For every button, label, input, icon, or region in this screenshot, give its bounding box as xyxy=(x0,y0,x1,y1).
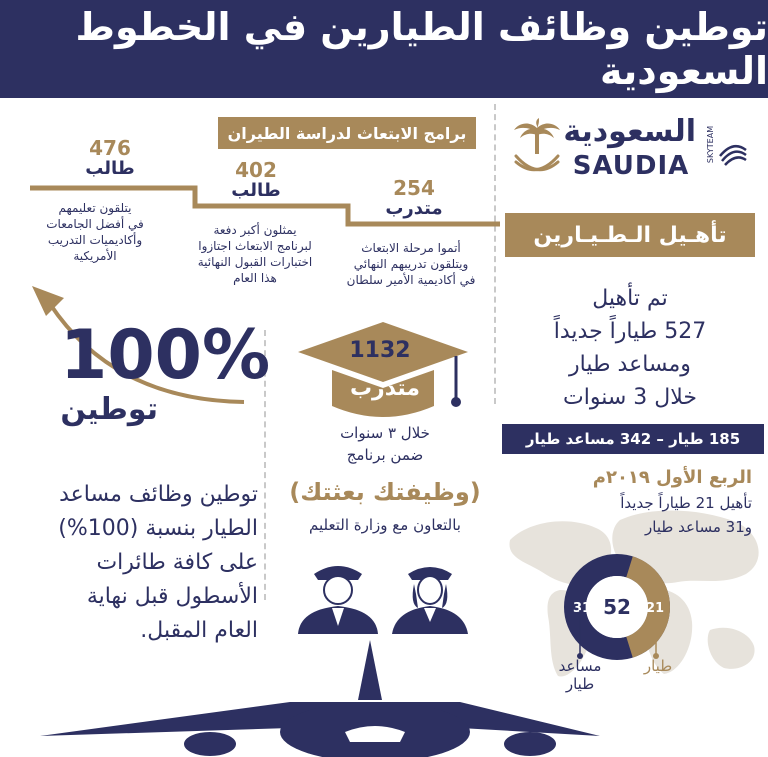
qualification-title: تأهـيل الـطـيـارين xyxy=(505,213,755,257)
pilot-and-crew-icon xyxy=(292,554,482,634)
attendant-icon xyxy=(392,567,468,634)
pilots-count-bar: 185 طيار – 342 مساعد طيار xyxy=(502,424,764,454)
q1-line-1: تأهيل 21 طياراً جديداً xyxy=(620,494,752,512)
step-1-desc: يتلقون تعليمهم في أفضل الجامعات وأكاديميات التدريب الأمريكية xyxy=(46,201,144,263)
q1-line-2: و31 مساعد طيار xyxy=(645,518,752,536)
airplane-icon xyxy=(40,640,600,757)
step-3-unit: متدرب xyxy=(385,198,443,219)
graduates-line-1: خلال ٣ سنوات xyxy=(340,424,430,442)
graduates-line-3: بالتعاون مع وزارة التعليم xyxy=(309,516,461,534)
skyteam-logo-icon xyxy=(716,136,750,170)
header-banner xyxy=(0,0,768,98)
q1-title: الربع الأول ٢٠١٩م xyxy=(592,467,752,488)
graduates-unit: متدرب xyxy=(349,376,421,401)
step-2-unit: طالب xyxy=(231,180,281,201)
localization-statement: توطين وظائف مساعد الطيار بنسبة (100%) على كافة طائرات الأسطول قبل نهاية العام المقبل. xyxy=(58,482,258,643)
graduates-line-2: ضمن برنامج xyxy=(346,446,424,464)
graduates-value: 1132 xyxy=(349,338,411,363)
page-title: توطين وظائف الطيارين في الخطوط السعودية xyxy=(75,5,768,93)
skyteam-label: SKYTEAM xyxy=(706,125,716,164)
palm-swords-emblem-icon xyxy=(508,118,566,184)
donut-right-value: 21 xyxy=(645,601,665,616)
donut-right-label: طيار xyxy=(643,657,673,675)
graduates-program: (وظيفتك بعثتك) xyxy=(289,478,481,506)
qualification-text: تم تأهيل 527 طياراً جديداً ومساعد طيار خلال 3 سنوات xyxy=(553,286,707,410)
saudia-english-wordmark: SAUDIA xyxy=(572,151,690,181)
donut-left-label: مساعد طيار xyxy=(558,657,602,693)
donut-center-value: 52 xyxy=(603,595,631,619)
step-2-desc: يمثلون أكبر دفعة لبرنامج الابتعاث اجتازوا اختبارات القبول النهائية هذا العام xyxy=(197,223,313,285)
graduation-cap-icon xyxy=(296,320,470,430)
step-1-unit: طالب xyxy=(85,158,135,179)
step-3-desc: أتموا مرحلة الابتعاث ويتلقون تدريبهم النهائي في أكاديمية الأمير سلطان xyxy=(346,241,476,287)
pilot-icon xyxy=(298,566,378,634)
step-1-value: 476 xyxy=(89,136,131,160)
step-2-value: 402 xyxy=(235,158,277,182)
donut-left-value: 31 xyxy=(572,601,592,616)
programs-title: برامج الابتعاث لدراسة الطيران xyxy=(218,117,476,149)
saudia-arabic-wordmark: السعودية xyxy=(563,114,696,149)
step-3-value: 254 xyxy=(393,176,435,200)
localization-label: توطين xyxy=(60,392,158,427)
localization-percent: 100% xyxy=(60,316,271,395)
